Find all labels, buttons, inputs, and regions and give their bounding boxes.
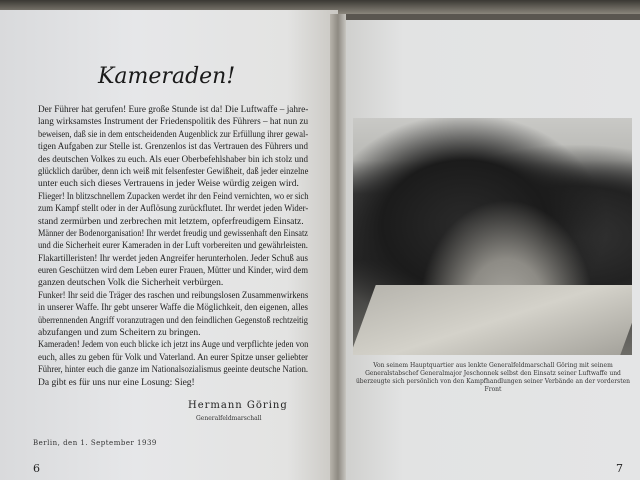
map-in-photo: [353, 285, 632, 355]
text-line: glücklich darüber, denn ich weiß mit felsenfester Gewißheit, daß jeder einzelne: [38, 166, 309, 177]
text-line: zum Kampf stellt oder in der Auflösung zurückflutet. Ihr werdet jeden Wider-: [38, 204, 309, 215]
text-line: überrennenden Angriff voranzutragen und den feindlichen Gegenstoß rechtzeitig: [38, 315, 308, 326]
text-line: Männer der Bodenorganisation! Ihr werdet freudig und gewissenhaft den Einsatz: [38, 228, 308, 239]
signature-title: Generalfeldmarschall: [196, 415, 262, 422]
text-line: euch, alles zu geben für Volk und Vaterland. An eurer Spitze unser geliebter: [38, 352, 308, 363]
text-line: des deutschen Volkes zu euch. Als euer Oberbefehlshaber bin ich stolz und: [38, 154, 309, 165]
text-line: Der Führer hat gerufen! Eure große Stunde ist da! Die Luftwaffe – jahre-: [38, 105, 309, 115]
text-line: euren Geschützen wird dem Leben eurer Frauen, Mütter und Kinder, wird dem: [38, 266, 308, 277]
photo-caption: Von seinem Hauptquartier aus lenkte Generalfeldmarschall Göring mit seinem Generalstabschef Generalmajor Jeschonnek selbst den Einsatz seiner Luftwaffe und überzeugte sich persönlich von den Kampfhandlungen seiner Verbände an der vordersten Front: [355, 362, 631, 393]
page-title: Kameraden!: [98, 64, 236, 89]
text-line: beweisen, daß sie in dem entscheidenden Augenblick zur Erfüllung ihrer gewal-: [38, 129, 309, 140]
page-number-right: 7: [616, 462, 623, 475]
text-line: Führer, hinter euch die ganze im Nationalsozialismus geeinte deutsche Nation.: [38, 365, 308, 376]
proclamation-text: [38, 104, 308, 389]
text-line: tigen Aufgaben zur Stelle ist. Grenzenlos ist das Vertrauen des Führers und: [38, 142, 308, 153]
text-line: in unserer Waffe. Ihr gebt unserer Waffe die Möglichkeit, den eigenen, alles: [38, 303, 308, 314]
text-line: Funker! Ihr seid die Träger des raschen und reibungslosen Zusammenwirkens: [38, 290, 309, 301]
text-line: Kameraden! Jedem von euch blicke ich jetzt ins Auge und verpflichte jeden von: [38, 340, 309, 351]
book-gutter: [330, 14, 346, 480]
text-line: Da gibt es für uns nur eine Losung: Sieg!: [38, 377, 195, 388]
text-line: ganzen deutschen Volk die Sicherheit verbürgen.: [38, 278, 224, 289]
text-line: und die Sicherheit eurer Kameraden in der Luft vorbereiten und gewährleisten.: [38, 241, 308, 252]
photograph: [353, 118, 632, 355]
text-line: stand zermürben und zerbrechen mit letztem, opferfreudigem Einsatz.: [38, 216, 304, 227]
text-line: Flieger! In blitzschnellem Zupacken werdet ihr den Feind vernichten, wo er sich: [38, 191, 309, 202]
page-number-left: 6: [33, 462, 40, 475]
text-line: abzufangen und zum Scheitern zu bringen.: [38, 328, 201, 339]
text-line: Flakartilleristen! Ihr werdet jeden Angreifer herunterholen. Jeder Schuß aus: [38, 253, 308, 264]
text-line: lang wirksamstes Instrument der Friedenspolitik des Führers – hat nun zu: [38, 117, 309, 128]
text-line: unter euch sich dieses Vertrauens in jeder Weise würdig zeigen wird.: [38, 179, 299, 190]
signature: Hermann Göring: [188, 400, 288, 411]
date-line: Berlin, den 1. September 1939: [33, 439, 157, 447]
